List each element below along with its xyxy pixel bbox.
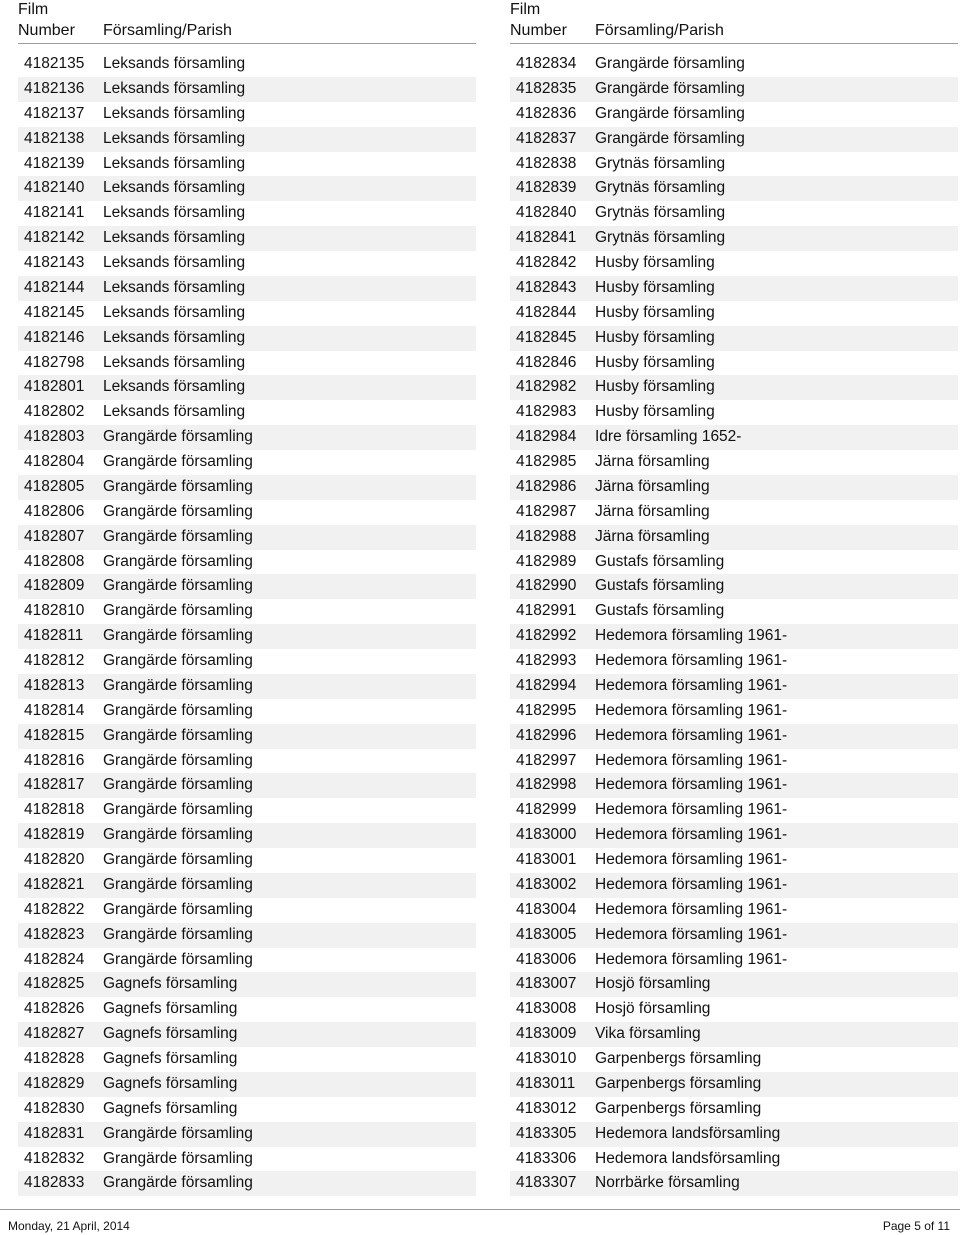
parish-name: Grangärde församling bbox=[103, 453, 253, 470]
table-row bbox=[510, 1047, 958, 1072]
parish-name: Hedemora församling 1961- bbox=[595, 701, 788, 719]
table-row bbox=[510, 102, 958, 127]
film-number: 4183005 bbox=[516, 925, 577, 943]
parish-name: Garpenbergs församling bbox=[595, 1074, 762, 1092]
footer-page-number: Page 5 of 11 bbox=[882, 1219, 950, 1233]
film-number: 4183307 bbox=[516, 1174, 577, 1192]
film-number: 4182135 bbox=[24, 55, 85, 72]
parish-name: Hedemora församling 1961- bbox=[595, 627, 788, 645]
parish-name: Grangärde församling bbox=[103, 602, 253, 620]
film-number: 4182803 bbox=[24, 428, 85, 446]
table-row bbox=[510, 1022, 958, 1047]
film-number: 4182996 bbox=[516, 726, 577, 744]
table-row bbox=[510, 599, 958, 624]
table-row bbox=[510, 1072, 958, 1097]
film-number: 4182987 bbox=[516, 502, 577, 520]
table-row bbox=[18, 624, 476, 649]
parish-name: Leksands församling bbox=[103, 328, 246, 346]
film-number: 4183306 bbox=[516, 1149, 577, 1167]
table-row bbox=[510, 1122, 958, 1147]
table-row bbox=[510, 773, 958, 798]
parish-name: Grytnäs församling bbox=[595, 204, 726, 222]
parish-name: Husby församling bbox=[595, 353, 715, 371]
film-number: 4182822 bbox=[24, 900, 85, 918]
parish-header-label: Församling/Parish bbox=[595, 22, 724, 39]
table-row bbox=[510, 649, 958, 674]
film-header-label: Film bbox=[510, 1, 541, 18]
film-number: 4182812 bbox=[24, 652, 85, 669]
table-row bbox=[510, 699, 958, 724]
parish-name: Gagnefs församling bbox=[103, 975, 238, 993]
table-row bbox=[18, 152, 476, 177]
left-column bbox=[18, 0, 476, 1192]
page-footer bbox=[0, 1209, 960, 1235]
film-number: 4182826 bbox=[24, 1000, 85, 1018]
film-number: 4182825 bbox=[24, 975, 85, 993]
number-header-label: Number bbox=[510, 22, 567, 39]
parish-name: Grangärde församling bbox=[103, 577, 253, 595]
parish-name: Grangärde församling bbox=[103, 477, 253, 495]
table-row bbox=[18, 1147, 476, 1172]
film-number: 4182140 bbox=[24, 179, 85, 197]
film-number: 4182985 bbox=[516, 453, 577, 470]
film-number: 4183000 bbox=[516, 826, 577, 844]
table-row bbox=[510, 475, 958, 500]
table-row bbox=[510, 624, 958, 649]
parish-name: Husby församling bbox=[595, 254, 715, 271]
table-row bbox=[510, 375, 958, 400]
film-number: 4182139 bbox=[24, 154, 85, 172]
table-row bbox=[18, 1047, 476, 1072]
table-row bbox=[510, 52, 958, 77]
film-number: 4182808 bbox=[24, 552, 85, 570]
parish-name: Leksands församling bbox=[103, 154, 246, 172]
table-row bbox=[18, 77, 476, 102]
table-row bbox=[18, 525, 476, 550]
film-number: 4182993 bbox=[516, 652, 577, 669]
parish-name: Grangärde församling bbox=[595, 104, 745, 122]
table-row bbox=[510, 400, 958, 425]
table-row bbox=[510, 997, 958, 1022]
film-number: 4182830 bbox=[24, 1099, 85, 1117]
parish-name: Leksands församling bbox=[103, 303, 246, 321]
parish-name: Garpenbergs församling bbox=[595, 1050, 762, 1067]
film-number: 4182990 bbox=[516, 577, 577, 595]
table-row bbox=[510, 276, 958, 301]
parish-name: Hedemora församling 1961- bbox=[595, 776, 788, 794]
parish-name: Gustafs församling bbox=[595, 577, 725, 595]
parish-name: Leksands församling bbox=[103, 104, 246, 122]
parish-name: Järna församling bbox=[595, 502, 710, 520]
film-number: 4183006 bbox=[516, 950, 577, 968]
parish-name: Husby församling bbox=[595, 328, 715, 346]
table-row bbox=[18, 898, 476, 923]
table-row bbox=[18, 1122, 476, 1147]
film-number: 4182818 bbox=[24, 801, 85, 819]
table-row bbox=[18, 848, 476, 873]
parish-name: Gustafs församling bbox=[595, 552, 725, 570]
parish-name: Vika församling bbox=[595, 1025, 701, 1043]
table-row bbox=[18, 425, 476, 450]
table-row bbox=[18, 127, 476, 152]
table-row bbox=[510, 923, 958, 948]
table-row bbox=[510, 574, 958, 599]
parish-name: Leksands församling bbox=[103, 254, 246, 271]
film-number: 4182838 bbox=[516, 154, 577, 172]
parish-name: Hedemora församling 1961- bbox=[595, 950, 788, 968]
film-number: 4182143 bbox=[24, 254, 85, 271]
number-header-label: Number bbox=[18, 22, 75, 39]
table-row bbox=[18, 923, 476, 948]
table-row bbox=[510, 450, 958, 475]
film-number: 4182988 bbox=[516, 527, 577, 545]
parish-name: Leksands församling bbox=[103, 55, 246, 72]
table-row bbox=[18, 798, 476, 823]
parish-name: Grangärde församling bbox=[595, 55, 745, 72]
table-row bbox=[18, 1097, 476, 1122]
parish-name: Grangärde församling bbox=[103, 652, 253, 669]
parish-name: Leksands församling bbox=[103, 79, 246, 97]
parish-name: Leksands församling bbox=[103, 204, 246, 222]
parish-name: Hedemora församling 1961- bbox=[595, 726, 788, 744]
parish-name: Idre församling 1652- bbox=[595, 428, 742, 446]
table-row bbox=[18, 550, 476, 575]
film-number: 4182836 bbox=[516, 104, 577, 122]
parish-name: Hedemora församling 1961- bbox=[595, 801, 788, 819]
parish-name: Hosjö församling bbox=[595, 1000, 711, 1018]
parish-name: Grytnäs församling bbox=[595, 229, 726, 247]
parish-name: Järna församling bbox=[595, 477, 710, 495]
table-row bbox=[18, 574, 476, 599]
table-row bbox=[18, 251, 476, 276]
film-number: 4182142 bbox=[24, 229, 85, 247]
table-row bbox=[510, 749, 958, 774]
film-number: 4182814 bbox=[24, 701, 85, 719]
parish-name: Hedemora församling 1961- bbox=[595, 925, 788, 943]
film-number: 4182815 bbox=[24, 726, 85, 744]
parish-name: Grangärde församling bbox=[595, 79, 745, 97]
film-number: 4182989 bbox=[516, 552, 577, 570]
film-number: 4182994 bbox=[516, 676, 577, 694]
table-row bbox=[18, 649, 476, 674]
parish-name: Grangärde församling bbox=[103, 1174, 253, 1192]
table-row bbox=[18, 948, 476, 973]
film-number: 4182843 bbox=[516, 278, 577, 296]
table-row bbox=[510, 724, 958, 749]
parish-name: Gagnefs församling bbox=[103, 1050, 238, 1067]
film-number: 4182805 bbox=[24, 477, 85, 495]
parish-name: Grangärde församling bbox=[595, 129, 745, 147]
film-number: 4182840 bbox=[516, 204, 577, 222]
table-row bbox=[18, 724, 476, 749]
table-row bbox=[18, 176, 476, 201]
film-number: 4182833 bbox=[24, 1174, 85, 1192]
parish-name: Grangärde församling bbox=[103, 1124, 253, 1142]
table-row bbox=[18, 599, 476, 624]
parish-name: Husby församling bbox=[595, 378, 715, 396]
film-number: 4182824 bbox=[24, 950, 85, 968]
film-header-label: Film bbox=[18, 1, 49, 18]
film-number: 4182820 bbox=[24, 851, 85, 868]
film-number: 4183009 bbox=[516, 1025, 577, 1043]
left-column-header bbox=[18, 0, 476, 44]
table-row bbox=[510, 301, 958, 326]
table-row bbox=[18, 873, 476, 898]
table-row bbox=[510, 873, 958, 898]
table-row bbox=[510, 798, 958, 823]
parish-name: Leksands församling bbox=[103, 229, 246, 247]
film-number: 4182998 bbox=[516, 776, 577, 794]
parish-name: Grangärde församling bbox=[103, 801, 253, 819]
table-row bbox=[18, 1072, 476, 1097]
film-number: 4182842 bbox=[516, 254, 577, 271]
film-number: 4182999 bbox=[516, 801, 577, 819]
parish-name: Norrbärke församling bbox=[595, 1174, 740, 1192]
table-row bbox=[18, 400, 476, 425]
film-number: 4183012 bbox=[516, 1099, 577, 1117]
parish-name: Grangärde församling bbox=[103, 527, 253, 545]
parish-name: Hedemora församling 1961- bbox=[595, 826, 788, 844]
table-row bbox=[18, 823, 476, 848]
table-row bbox=[510, 674, 958, 699]
footer-date: Monday, 21 April, 2014 bbox=[8, 1219, 130, 1233]
parish-name: Grangärde församling bbox=[103, 776, 253, 794]
film-number: 4182845 bbox=[516, 328, 577, 346]
table-row bbox=[18, 749, 476, 774]
film-number: 4183007 bbox=[516, 975, 577, 993]
film-number: 4182813 bbox=[24, 676, 85, 694]
table-row bbox=[510, 152, 958, 177]
parish-name: Järna församling bbox=[595, 527, 710, 545]
parish-name: Grytnäs församling bbox=[595, 179, 726, 197]
parish-name: Husby församling bbox=[595, 278, 715, 296]
film-number: 4182801 bbox=[24, 378, 85, 396]
parish-name: Hosjö församling bbox=[595, 975, 711, 993]
table-row bbox=[18, 1171, 476, 1196]
film-number: 4182841 bbox=[516, 229, 577, 247]
table-row bbox=[510, 127, 958, 152]
table-row bbox=[18, 102, 476, 127]
parish-name: Leksands församling bbox=[103, 378, 246, 396]
film-number: 4182806 bbox=[24, 502, 85, 520]
table-row bbox=[18, 674, 476, 699]
film-number: 4183008 bbox=[516, 1000, 577, 1018]
parish-name: Hedemora församling 1961- bbox=[595, 875, 788, 893]
table-row bbox=[510, 972, 958, 997]
film-number: 4182821 bbox=[24, 875, 85, 893]
table-row bbox=[510, 500, 958, 525]
film-number: 4182828 bbox=[24, 1050, 85, 1067]
parish-name: Hedemora landsförsamling bbox=[595, 1149, 781, 1167]
film-number: 4182831 bbox=[24, 1124, 85, 1142]
table-row bbox=[510, 823, 958, 848]
table-row bbox=[18, 500, 476, 525]
parish-name: Hedemora församling 1961- bbox=[595, 900, 788, 918]
table-row bbox=[18, 1022, 476, 1047]
parish-name: Järna församling bbox=[595, 453, 710, 470]
parish-name: Gagnefs församling bbox=[103, 1074, 238, 1092]
parish-name: Hedemora församling 1961- bbox=[595, 751, 788, 769]
parish-name: Grangärde församling bbox=[103, 900, 253, 918]
table-row bbox=[510, 1171, 958, 1196]
table-row bbox=[510, 1097, 958, 1122]
parish-name: Leksands församling bbox=[103, 129, 246, 147]
film-number: 4183004 bbox=[516, 900, 577, 918]
film-number: 4182982 bbox=[516, 378, 577, 396]
parish-name: Gustafs församling bbox=[595, 602, 725, 620]
film-number: 4182804 bbox=[24, 453, 85, 470]
right-film-list bbox=[510, 52, 958, 1196]
parish-name: Garpenbergs församling bbox=[595, 1099, 762, 1117]
right-column bbox=[510, 0, 958, 1192]
film-number: 4182146 bbox=[24, 328, 85, 346]
film-number: 4182832 bbox=[24, 1149, 85, 1167]
table-row bbox=[18, 226, 476, 251]
film-number: 4183305 bbox=[516, 1124, 577, 1142]
parish-name: Grangärde församling bbox=[103, 875, 253, 893]
table-row bbox=[18, 326, 476, 351]
film-number: 4182816 bbox=[24, 751, 85, 769]
film-number: 4182145 bbox=[24, 303, 85, 321]
parish-name: Grangärde församling bbox=[103, 502, 253, 520]
film-number: 4183002 bbox=[516, 875, 577, 893]
table-row bbox=[510, 525, 958, 550]
table-row bbox=[18, 773, 476, 798]
film-number: 4182997 bbox=[516, 751, 577, 769]
table-row bbox=[18, 475, 476, 500]
film-number: 4182846 bbox=[516, 353, 577, 371]
film-number: 4182137 bbox=[24, 104, 85, 122]
film-number: 4182807 bbox=[24, 527, 85, 545]
parish-name: Husby församling bbox=[595, 403, 715, 421]
table-row bbox=[510, 425, 958, 450]
table-row bbox=[510, 848, 958, 873]
parish-name: Grangärde församling bbox=[103, 627, 253, 645]
parish-name: Grangärde församling bbox=[103, 676, 253, 694]
film-number: 4182809 bbox=[24, 577, 85, 595]
film-number: 4182834 bbox=[516, 55, 577, 72]
film-number: 4182829 bbox=[24, 1074, 85, 1092]
film-number: 4182802 bbox=[24, 403, 85, 421]
film-number: 4182136 bbox=[24, 79, 85, 97]
table-row bbox=[18, 52, 476, 77]
table-row bbox=[18, 699, 476, 724]
parish-name: Grangärde församling bbox=[103, 428, 253, 446]
parish-name: Grangärde församling bbox=[103, 1149, 253, 1167]
film-number: 4182995 bbox=[516, 701, 577, 719]
parish-name: Grangärde församling bbox=[103, 552, 253, 570]
film-number: 4182827 bbox=[24, 1025, 85, 1043]
parish-header-label: Församling/Parish bbox=[103, 22, 232, 39]
table-row bbox=[510, 226, 958, 251]
table-row bbox=[18, 301, 476, 326]
parish-name: Grangärde församling bbox=[103, 701, 253, 719]
table-row bbox=[510, 351, 958, 376]
parish-name: Hedemora landsförsamling bbox=[595, 1124, 781, 1142]
table-row bbox=[510, 1147, 958, 1172]
parish-name: Grangärde församling bbox=[103, 726, 253, 744]
film-number: 4182991 bbox=[516, 602, 577, 620]
parish-name: Husby församling bbox=[595, 303, 715, 321]
film-number: 4182810 bbox=[24, 602, 85, 620]
table-row bbox=[510, 550, 958, 575]
film-number: 4182983 bbox=[516, 403, 577, 421]
film-number: 4182823 bbox=[24, 925, 85, 943]
film-number: 4183011 bbox=[516, 1074, 576, 1092]
film-number: 4182837 bbox=[516, 129, 577, 147]
parish-name: Hedemora församling 1961- bbox=[595, 676, 788, 694]
table-row bbox=[510, 77, 958, 102]
parish-name: Grangärde församling bbox=[103, 851, 253, 868]
table-row bbox=[510, 251, 958, 276]
film-number: 4183001 bbox=[516, 851, 577, 868]
film-number: 4182835 bbox=[516, 79, 577, 97]
parish-name: Hedemora församling 1961- bbox=[595, 652, 788, 669]
film-number: 4182844 bbox=[516, 303, 577, 321]
parish-name: Gagnefs församling bbox=[103, 1099, 238, 1117]
parish-name: Leksands församling bbox=[103, 353, 246, 371]
parish-name: Grangärde församling bbox=[103, 950, 253, 968]
table-row bbox=[18, 276, 476, 301]
film-number: 4182984 bbox=[516, 428, 577, 446]
film-number: 4182986 bbox=[516, 477, 577, 495]
table-row bbox=[18, 450, 476, 475]
film-number: 4182138 bbox=[24, 129, 85, 147]
table-row bbox=[510, 326, 958, 351]
table-row bbox=[510, 948, 958, 973]
parish-name: Grangärde församling bbox=[103, 826, 253, 844]
table-row bbox=[18, 375, 476, 400]
table-row bbox=[510, 898, 958, 923]
table-row bbox=[18, 201, 476, 226]
left-film-list bbox=[18, 52, 476, 1196]
table-row bbox=[18, 997, 476, 1022]
table-row bbox=[18, 351, 476, 376]
parish-name: Hedemora församling 1961- bbox=[595, 851, 788, 868]
film-number: 4182811 bbox=[24, 627, 84, 645]
film-number: 4182839 bbox=[516, 179, 577, 197]
parish-name: Gagnefs församling bbox=[103, 1025, 238, 1043]
table-row bbox=[510, 201, 958, 226]
parish-name: Grytnäs församling bbox=[595, 154, 726, 172]
table-row bbox=[510, 176, 958, 201]
parish-name: Grangärde församling bbox=[103, 925, 253, 943]
film-number: 4182817 bbox=[24, 776, 85, 794]
film-number: 4182819 bbox=[24, 826, 85, 844]
parish-name: Grangärde församling bbox=[103, 751, 253, 769]
parish-name: Leksands församling bbox=[103, 403, 246, 421]
film-number: 4182141 bbox=[24, 204, 85, 222]
film-number: 4183010 bbox=[516, 1050, 577, 1067]
film-number: 4182144 bbox=[24, 278, 85, 296]
film-number: 4182798 bbox=[24, 353, 85, 371]
parish-name: Gagnefs församling bbox=[103, 1000, 238, 1018]
parish-name: Leksands församling bbox=[103, 278, 246, 296]
film-number: 4182992 bbox=[516, 627, 577, 645]
table-row bbox=[18, 972, 476, 997]
right-column-header bbox=[510, 0, 958, 44]
parish-name: Leksands församling bbox=[103, 179, 246, 197]
